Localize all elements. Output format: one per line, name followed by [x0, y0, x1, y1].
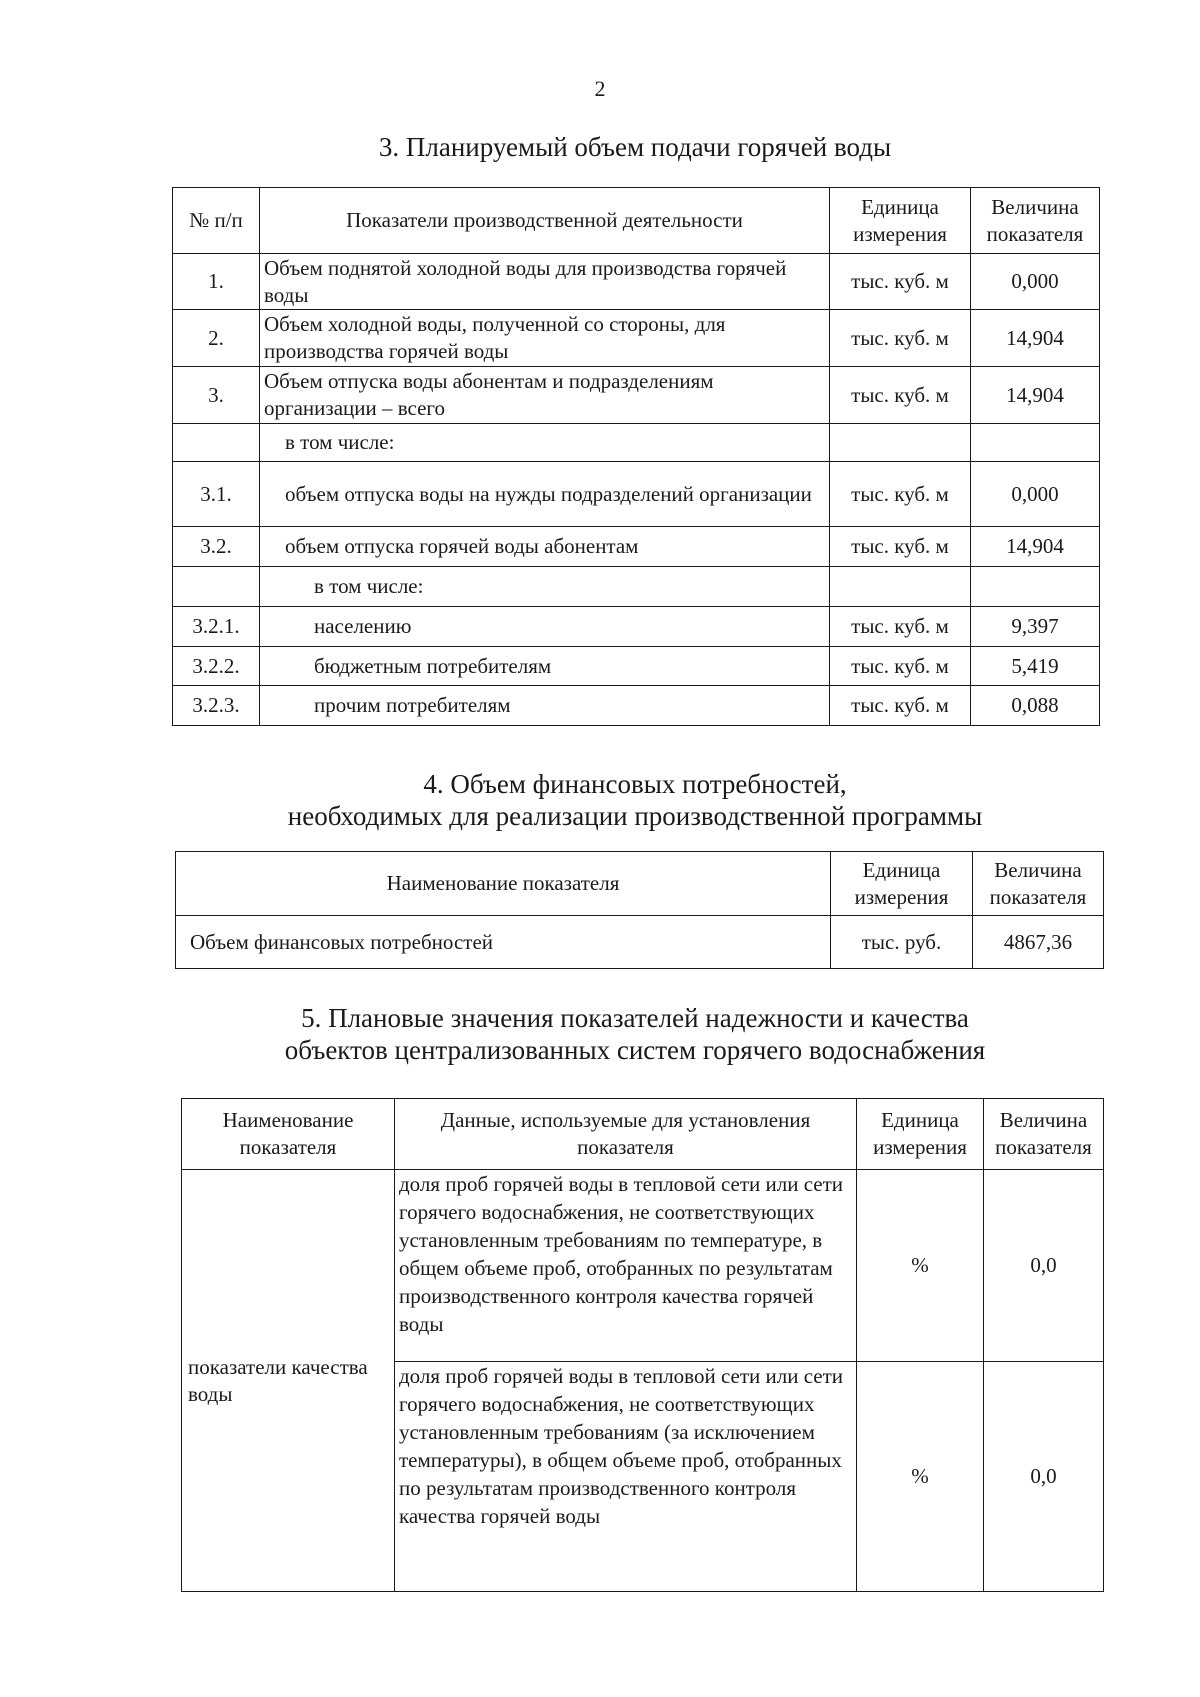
row-value: 5,419: [971, 647, 1100, 686]
row-unit: тыс. куб. м: [830, 462, 971, 527]
row-value: 0,0: [984, 1170, 1104, 1362]
table-row: [173, 647, 1100, 686]
row-num: [173, 424, 260, 462]
table-header-row: [176, 852, 1104, 916]
row-unit: тыс. куб. м: [830, 607, 971, 647]
header-value: Величина показателя: [984, 1099, 1104, 1170]
section-4-title-line2: необходимых для реализации производственной программы: [287, 801, 983, 831]
row-unit: [830, 424, 971, 462]
row-data: доля проб горячей воды в тепловой сети или сети горячего водоснабжения, не соответствующих установленным требованиям (за исключением температуры), в общем объеме проб, отобранных по результатам производственного контроля качества горячей воды: [395, 1362, 857, 1592]
row-value: [971, 567, 1100, 607]
row-name: бюджетным потребителям: [260, 647, 830, 686]
row-name: в том числе:: [260, 424, 830, 462]
table-row: [173, 527, 1100, 567]
table-row: [173, 254, 1100, 310]
table-row: [173, 367, 1100, 424]
section-5-title: [0, 1002, 1200, 1066]
header-data: Данные, используемые для установления показателя: [395, 1099, 857, 1170]
row-unit: тыс. руб.: [831, 916, 973, 969]
row-name: Объем поднятой холодной воды для производства горячей воды: [260, 254, 830, 310]
row-value: 0,0: [984, 1362, 1104, 1592]
row-value: 0,000: [971, 254, 1100, 310]
row-value: [971, 424, 1100, 462]
row-data: доля проб горячей воды в тепловой сети или сети горячего водоснабжения, не соответствующих установленным требованиям по температуре, в общем объеме проб, отобранных по результатам производственного контроля качества горячей воды: [395, 1170, 857, 1362]
table-row: [173, 310, 1100, 367]
row-num: 3.: [173, 367, 260, 424]
row-num: 3.2.3.: [173, 686, 260, 726]
row-name: Объем финансовых потребностей: [176, 916, 831, 969]
section-4-title-line1: 4. Объем финансовых потребностей,: [423, 769, 847, 799]
row-unit: тыс. куб. м: [830, 254, 971, 310]
table-header-row: [173, 188, 1100, 254]
row-value: 0,000: [971, 462, 1100, 527]
header-name: Наименование показателя: [182, 1099, 395, 1170]
table-row: [173, 567, 1100, 607]
row-name: объем отпуска воды на нужды подразделений организации: [260, 462, 830, 527]
row-unit: тыс. куб. м: [830, 527, 971, 567]
table-row: [173, 462, 1100, 527]
table-row: [173, 424, 1100, 462]
row-value: 4867,36: [973, 916, 1104, 969]
row-num: 3.2.2.: [173, 647, 260, 686]
row-num: 3.1.: [173, 462, 260, 527]
row-unit: тыс. куб. м: [830, 686, 971, 726]
table-row: [182, 1170, 1104, 1362]
row-num: 3.2.1.: [173, 607, 260, 647]
row-unit: [830, 567, 971, 607]
table-row: [173, 607, 1100, 647]
row-num: [173, 567, 260, 607]
row-name: населению: [260, 607, 830, 647]
financial-needs-table: [175, 851, 1104, 969]
row-value: 14,904: [971, 527, 1100, 567]
row-unit: %: [857, 1170, 984, 1362]
table-header-row: [182, 1099, 1104, 1170]
production-volume-table: [172, 187, 1100, 726]
page-number: 2: [594, 76, 606, 101]
row-name: Объем отпуска воды абонентам и подразделениям организации – всего: [260, 367, 830, 424]
table-row: [176, 916, 1104, 969]
row-unit: тыс. куб. м: [830, 310, 971, 367]
header-unit: Единица измерения: [831, 852, 973, 916]
section-5-title-line1: 5. Плановые значения показателей надежности и качества: [301, 1003, 969, 1033]
row-value: 9,397: [971, 607, 1100, 647]
section-3-title: 3. Планируемый объем подачи горячей воды: [378, 132, 892, 162]
row-value: 0,088: [971, 686, 1100, 726]
header-name: Наименование показателя: [176, 852, 831, 916]
row-num: 3.2.: [173, 527, 260, 567]
reliability-quality-table: [181, 1098, 1104, 1592]
row-unit: тыс. куб. м: [830, 367, 971, 424]
row-name: прочим потребителям: [260, 686, 830, 726]
group-name: показатели качества воды: [182, 1170, 395, 1592]
row-num: 2.: [173, 310, 260, 367]
row-num: 1.: [173, 254, 260, 310]
header-num: № п/п: [173, 188, 260, 254]
row-unit: тыс. куб. м: [830, 647, 971, 686]
header-value: Величина показателя: [973, 852, 1104, 916]
row-name: объем отпуска горячей воды абонентам: [260, 527, 830, 567]
row-name: в том числе:: [260, 567, 830, 607]
header-value: Величина показателя: [971, 188, 1100, 254]
table-row: [173, 686, 1100, 726]
section-5-title-line2: объектов централизованных систем горячего водоснабжения: [284, 1035, 986, 1065]
row-name: Объем холодной воды, полученной со стороны, для производства горячей воды: [260, 310, 830, 367]
row-unit: %: [857, 1362, 984, 1592]
header-unit: Единица измерения: [830, 188, 971, 254]
row-value: 14,904: [971, 367, 1100, 424]
row-value: 14,904: [971, 310, 1100, 367]
header-indicator: Показатели производственной деятельности: [260, 188, 830, 254]
section-4-title: [0, 768, 1200, 832]
header-unit: Единица измерения: [857, 1099, 984, 1170]
